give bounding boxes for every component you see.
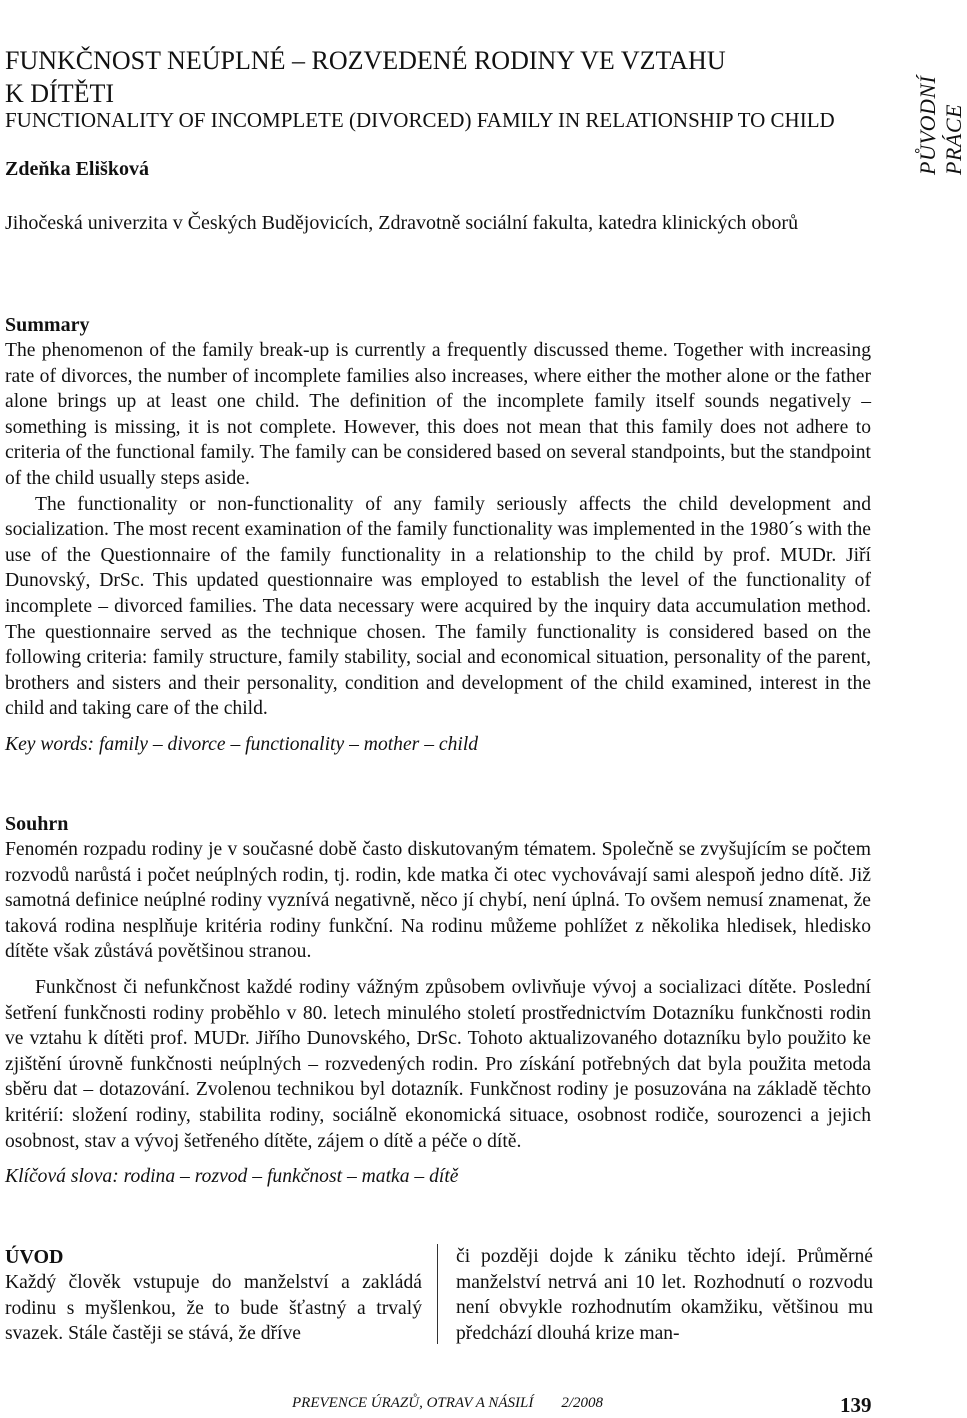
uvod-left-column: [5, 1244, 422, 1347]
summary-paragraph-2: The functionality or non-functionality of any family seriously affects the child development and socialization. The most recent examination of the family functionality was implemented in the 1980´s with the use of the Questionnaire of the family functionality in a relationship to the child by prof. MUDr. Jiří Dunovský, DrSc. This updated questionnaire was employed to establish the level of the functionality of incomplete – divorced families. The data necessary were acquired by the inquiry data accumulation method. The questionnaire served as the technique chosen. The family functionality is considered based on the following criteria: family structure, family stability, social and economical situation, personality of the parent, brothers and sisters and their personality, condition and development of the child examined, interest in the child and taking care of the child.: [5, 493, 871, 720]
title-english: FUNCTIONALITY OF INCOMPLETE (DIVORCED) FAMILY IN RELATIONSHIP TO CHILD: [5, 108, 835, 132]
uvod-right-text: či později dojde k zániku těchto idejí. Průměrné manželství netrvá ani 10 let. Rozhodnutí o rozvodu není obvykle rozhodnutím okamžiku, většinou mu předchází dlouhá krize man-: [456, 1246, 873, 1344]
uvod-left-text: Každý člověk vstupuje do manželství a zakládá rodinu s myšlenkou, že to bude šťastný a trvalý svazek. Stále častěji se stává, že dříve: [5, 1272, 422, 1345]
author-affiliation: Jihočeská univerzita v Českých Budějovicích, Zdravotně sociální fakulta, katedra klinických oborů: [5, 212, 799, 234]
column-divider: [437, 1244, 438, 1344]
souhrn-paragraph-1: Fenomén rozpadu rodiny je v současné době často diskutovaným tématem. Společně se zvyšujícím se počtem rozvodů narůstá i počet neúplných rodin, tj. rodin, kde matka či otec vychovávají sami alespoň jedno dítě. Již samotná definice neúplné rodiny vyznívá negativně, něco jí chybí, není úplná. To ovšem nemusí znamenat, že taková rodina nesplňuje kritéria rodiny funkční. Na rodinu můžeme pohlížet z několika hledisek, hledisko dítěte však zůstává povětšinou stranou.: [5, 839, 871, 963]
souhrn-paragraph-2: Funkčnost či nefunkčnost každé rodiny vážným způsobem ovlivňuje vývoj a socializaci dítěte. Poslední šetření funkčnosti rodiny proběhlo v 80. letech minulého století prostřednictvím Dotazníku funkčnosti rodin ve vztahu k dítěti prof. MUDr. Jiřího Dunovského, DrSc. Tohoto aktualizovaného dotazníku bylo použito ke zjištění úrovně funkčnosti neúplných – rozvedených rodin. Pro získání potřebných dat byla použita metoda sběru dat – dotazování. Zvolenou technikou byl dotazník. Funkčnost rodiny je posuzována na základě těchto kritérií: složení rodiny, stabilita rodiny, sociálně ekonomická situace, osobnost rodiče, sourozenci a jejich osobnost, stav a vývoj šetřeného dítěte, zájem o dítě a péče o dítě.: [5, 976, 871, 1152]
souhrn-heading: Souhrn: [5, 813, 69, 835]
title-czech-line-1: FUNKČNOST NEÚPLNÉ – ROZVEDENÉ RODINY VE VZTAHU: [5, 46, 726, 75]
souhrn-keywords: Klíčová slova: rodina – rozvod – funkčnost – matka – dítě: [5, 1166, 459, 1188]
summary-paragraph-1: The phenomenon of the family break-up is currently a frequently discussed theme. Together with increasing rate of divorces, the number of incomplete families also increases, where either the mother alone or the father alone brings up at least one child. The definition of the incomplete family itself sounds negatively – something is missing, it is not complete. However, this does not mean that this family does not adhere to criteria of the functional family. The family can be considered based on several standpoints, but the standpoint of the child usually steps aside.: [5, 340, 871, 489]
souhrn-section: [5, 811, 871, 1190]
page-footer: [292, 1395, 603, 1412]
journal-issue: 2/2008: [561, 1395, 604, 1411]
uvod-heading: ÚVOD: [5, 1246, 64, 1268]
uvod-right-column: [456, 1244, 873, 1346]
author-name: Zdeňka Elišková: [5, 158, 149, 180]
section-side-label: PŮVODNÍ PRÁCE: [915, 75, 966, 175]
title-czech: [5, 44, 905, 110]
summary-section: [5, 312, 871, 758]
summary-keywords: Key words: family – divorce – functionality – mother – child: [5, 733, 479, 755]
summary-heading: Summary: [5, 314, 90, 336]
title-czech-line-2: K DÍTĚTI: [5, 79, 115, 108]
journal-name: PREVENCE ÚRAZŮ, OTRAV A NÁSILÍ: [292, 1395, 534, 1411]
page-number: 139: [840, 1393, 872, 1417]
